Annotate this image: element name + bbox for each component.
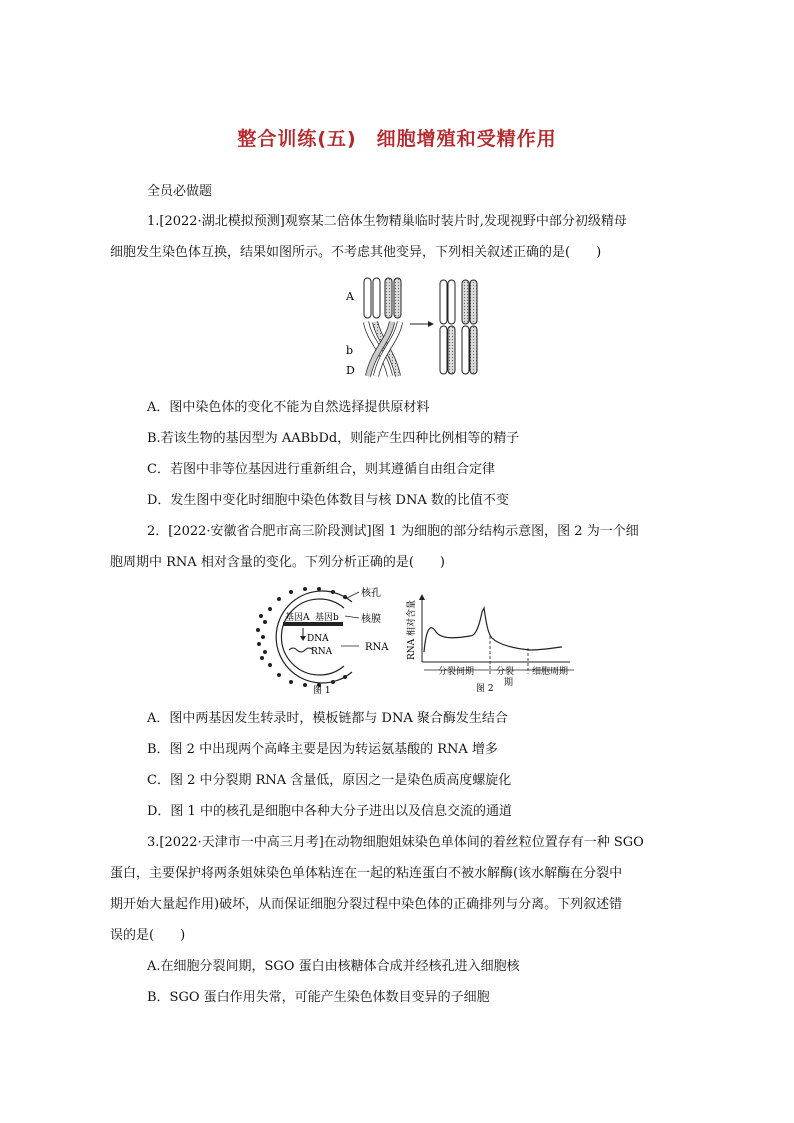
dna-label: DNA bbox=[307, 634, 329, 644]
q1-option-a: A．图中染色体的变化不能为自然选择提供原材料 bbox=[147, 400, 430, 415]
gene-b-label: 基因b bbox=[315, 613, 339, 623]
q2-option-c: C．图 2 中分裂期 RNA 含量低，原因之一是染色质高度螺旋化 bbox=[147, 773, 512, 788]
rna-inner-label: RNA bbox=[311, 647, 333, 657]
chart-y-label: RNA 相对含量 bbox=[407, 599, 417, 660]
gene-a-label: 基因A bbox=[285, 613, 310, 623]
q1-option-c: C．若图中非等位基因进行重新组合，则其遵循自由组合定律 bbox=[147, 462, 495, 477]
section-heading: 全员必做题 bbox=[147, 184, 213, 199]
q1-stem-line1: 1.[2022·湖北模拟预测]观察某二倍体生物精巢临时装片时,发现视野中部分初级精母 bbox=[147, 214, 627, 229]
mitosis-label: 分裂 bbox=[496, 667, 515, 677]
label-b: b bbox=[346, 344, 354, 357]
q2-stem-line2: 胞周期中 RNA 相对含量的变化。下列分析正确的是( ) bbox=[110, 555, 445, 570]
q3-option-a: A.在细胞分裂间期，SGO 蛋白由核糖体合成并经核孔进入细胞核 bbox=[147, 959, 520, 974]
figure2-caption: 图 2 bbox=[476, 684, 494, 694]
label-A: A bbox=[346, 290, 354, 303]
nucleus-structure-figure bbox=[255, 586, 395, 696]
q3-option-b: B．SGO 蛋白作用失常，可能产生染色体数目变异的子细胞 bbox=[147, 990, 490, 1005]
nuclear-membrane-label: 核膜 bbox=[361, 614, 381, 625]
chromosome-crossover-figure bbox=[340, 272, 490, 382]
rna-content-chart bbox=[402, 592, 582, 696]
page-title: 整合训练(五) 细胞增殖和受精作用 bbox=[237, 128, 557, 150]
rna-curve bbox=[424, 608, 562, 652]
q1-option-d: D．发生图中变化时细胞中染色体数目与核 DNA 数的比值不变 bbox=[147, 493, 509, 508]
q2-stem-line1: 2．[2022·安徽省合肥市高三阶段测试]图 1 为细胞的部分结构示意图，图 2 为一个细 bbox=[147, 524, 639, 539]
q3-stem-line3: 期开始大量起作用)破坏，从而保证细胞分裂过程中染色体的正确排列与分离。下列叙述错 bbox=[110, 897, 623, 912]
q2-option-b: B．图 2 中出现两个高峰主要是因为转运氨基酸的 RNA 增多 bbox=[147, 742, 498, 757]
q2-option-d: D．图 1 中的核孔是细胞中各种大分子进出以及信息交流的通道 bbox=[147, 804, 512, 819]
figure1-caption: 图 1 bbox=[313, 686, 331, 696]
rna-label: RNA bbox=[365, 642, 389, 653]
label-D: D bbox=[346, 364, 355, 377]
q1-option-b: B.若该生物的基因型为 AABbDd，则能产生四种比例相等的精子 bbox=[147, 431, 520, 446]
mitosis-label-2: 期 bbox=[504, 678, 514, 688]
q3-stem-line4: 误的是( ) bbox=[110, 928, 186, 943]
q2-option-a: A．图中两基因发生转录时，模板链都与 DNA 聚合酶发生结合 bbox=[147, 711, 508, 726]
q3-stem-line2: 蛋白，主要保护将两条姐妹染色单体粘连在一起的粘连蛋白不被水解酶(该水解酶在分裂中 bbox=[110, 866, 623, 881]
q1-stem-line2: 细胞发生染色体互换，结果如图所示。不考虑其他变异，下列相关叙述正确的是( ) bbox=[110, 245, 602, 260]
interphase-label: 分裂间期 bbox=[438, 667, 475, 677]
nuclear-pore-label: 核孔 bbox=[361, 588, 381, 599]
q3-stem-line1: 3.[2022·天津市一中高三月考]在动物细胞姐妹染色单体间的着丝粒位置存有一种 SGO bbox=[147, 835, 644, 850]
cell-cycle-label: 细胞周期 bbox=[532, 667, 569, 677]
